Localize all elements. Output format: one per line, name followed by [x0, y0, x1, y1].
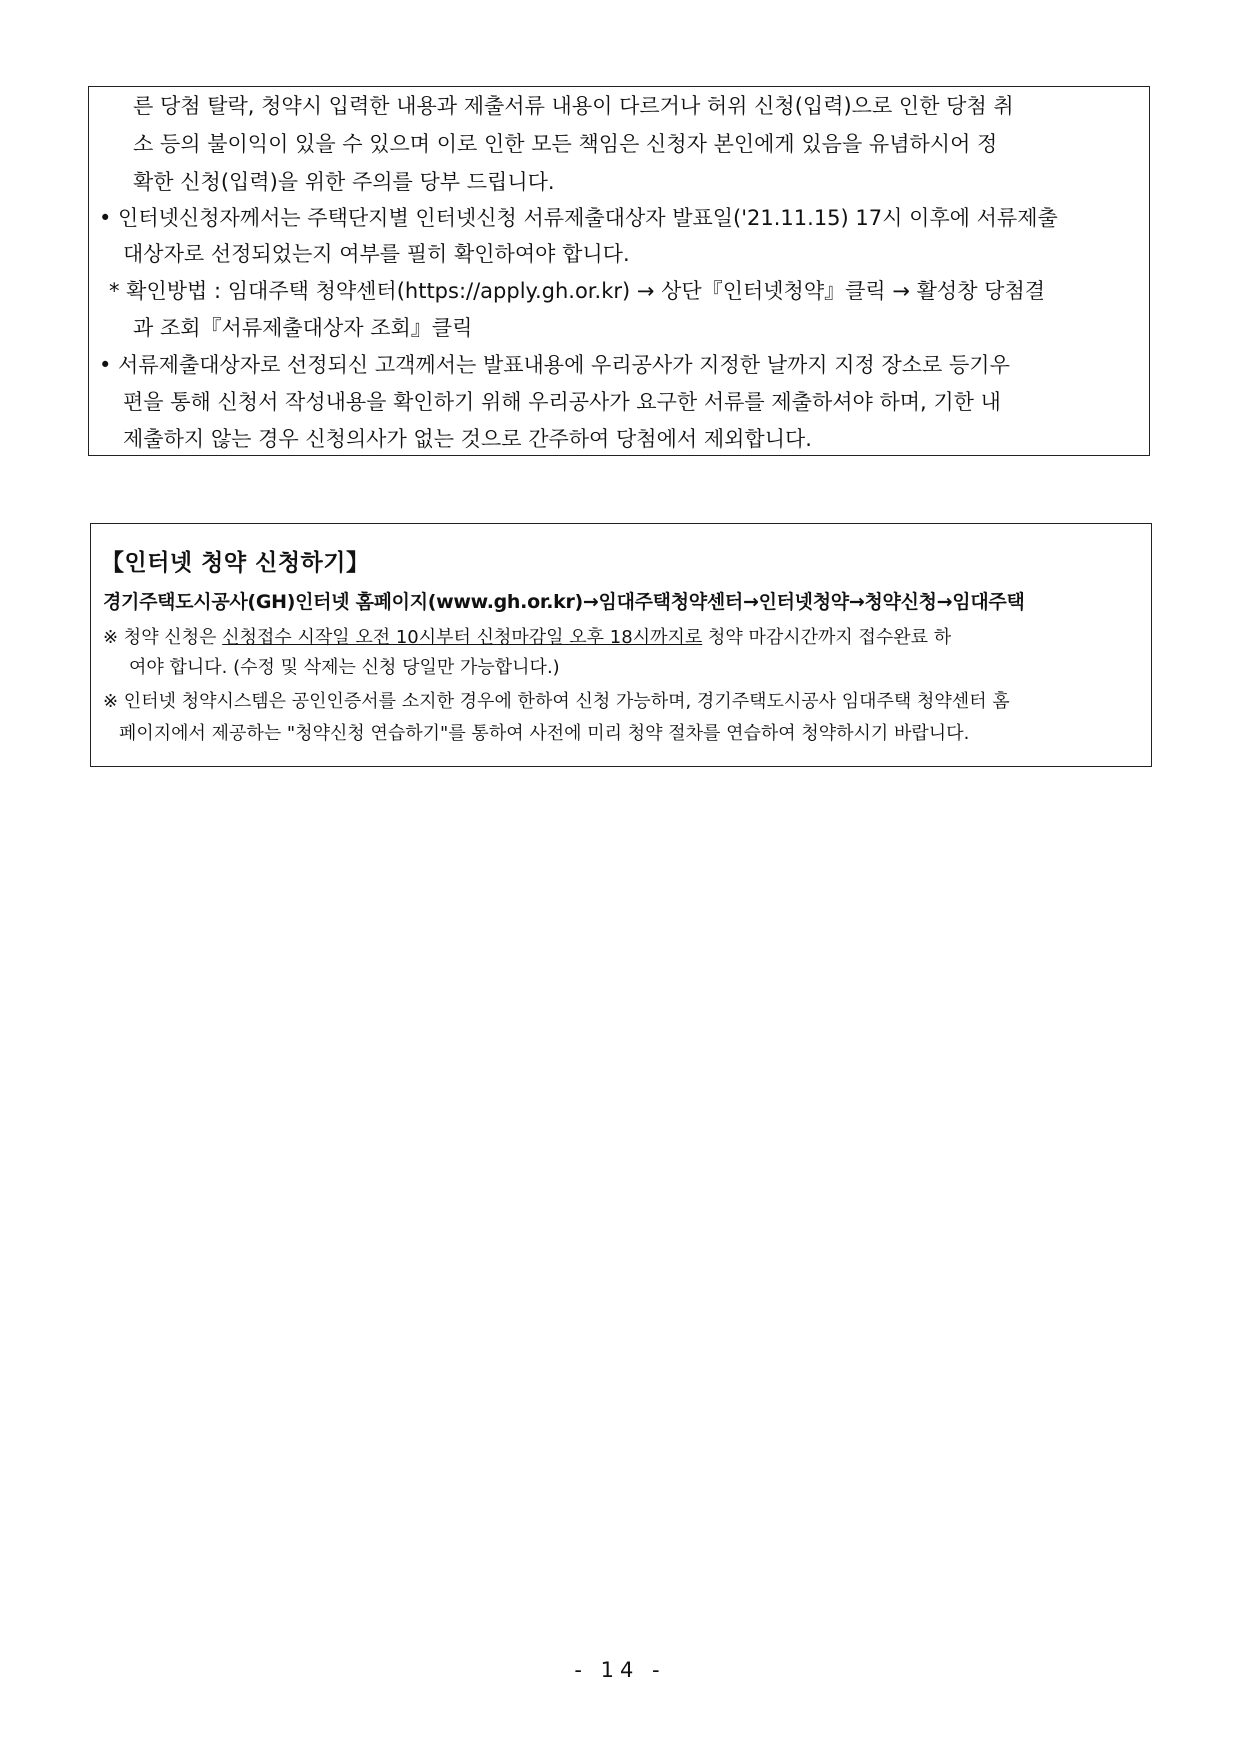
section-title: 【인터넷 청약 신청하기】 [101, 550, 370, 576]
notice-line-2: 소 등의 불이익이 있을 수 있으며 이로 인한 모든 책임은 신청자 본인에게 있음을 유념하시어 정 [133, 132, 998, 156]
note-1-suffix: 청약 마감시간까지 접수완료 하 [702, 627, 952, 648]
notice-box-top [88, 86, 1150, 456]
note-1-prefix: ※ 청약 신청은 [103, 627, 223, 648]
notice-bullet-2-line-2: 편을 통해 신청서 작성내용을 확인하기 위해 우리공사가 요구한 서류를 제출하셔야 하며, 기한 내 [123, 390, 1001, 414]
confirm-method-line-2: 과 조회『서류제출대상자 조회』클릭 [133, 316, 473, 340]
note-certificate-line-2: 페이지에서 제공하는 "청약신청 연습하기"를 통하여 사전에 미리 청약 절차를 연습하여 청약하시기 바랍니다. [119, 723, 970, 744]
page-number: - 14 - [574, 1658, 666, 1682]
notice-line-3: 확한 신청(입력)을 위한 주의를 당부 드립니다. [133, 170, 555, 194]
notice-bullet-2-line-1: • 서류제출대상자로 선정되신 고객께서는 발표내용에 우리공사가 지정한 날까지 지정 장소로 등기우 [99, 353, 1010, 377]
note-application-time [103, 627, 1141, 649]
notice-line-1: 른 당첨 탈락, 청약시 입력한 내용과 제출서류 내용이 다르거나 허위 신청(입력)으로 인한 당첨 취 [133, 94, 1014, 118]
notice-bullet-2-line-3: 제출하지 않는 경우 신청의사가 없는 것으로 간주하여 당첨에서 제외합니다. [123, 427, 812, 451]
internet-application-box [90, 523, 1152, 767]
confirm-method-line-1: * 확인방법 : 임대주택 청약센터(https://apply.gh.or.kr) → 상단『인터넷청약』클릭 → 활성창 당첨결 [109, 279, 1046, 303]
note-certificate-line-1: ※ 인터넷 청약시스템은 공인인증서를 소지한 경우에 한하여 신청 가능하며, 경기주택도시공사 임대주택 청약센터 홈 [103, 691, 1010, 712]
notice-bullet-1-line-1: • 인터넷신청자께서는 주택단지별 인터넷신청 서류제출대상자 발표일('21.11.15) 17시 이후에 서류제출 [99, 206, 1058, 230]
notice-bullet-1-line-2: 대상자로 선정되었는지 여부를 필히 확인하여야 합니다. [123, 242, 630, 266]
note-1-underlined: 신청접수 시작일 오전 10시부터 신청마감일 오후 18시까지로 [222, 627, 703, 648]
navigation-path: 경기주택도시공사(GH)인터넷 홈페이지(www.gh.or.kr)→임대주택청약센터→인터넷청약→청약신청→임대주택 [103, 591, 1025, 613]
note-application-time-line-2: 여야 합니다. (수정 및 삭제는 신청 당일만 가능합니다.) [129, 657, 560, 678]
